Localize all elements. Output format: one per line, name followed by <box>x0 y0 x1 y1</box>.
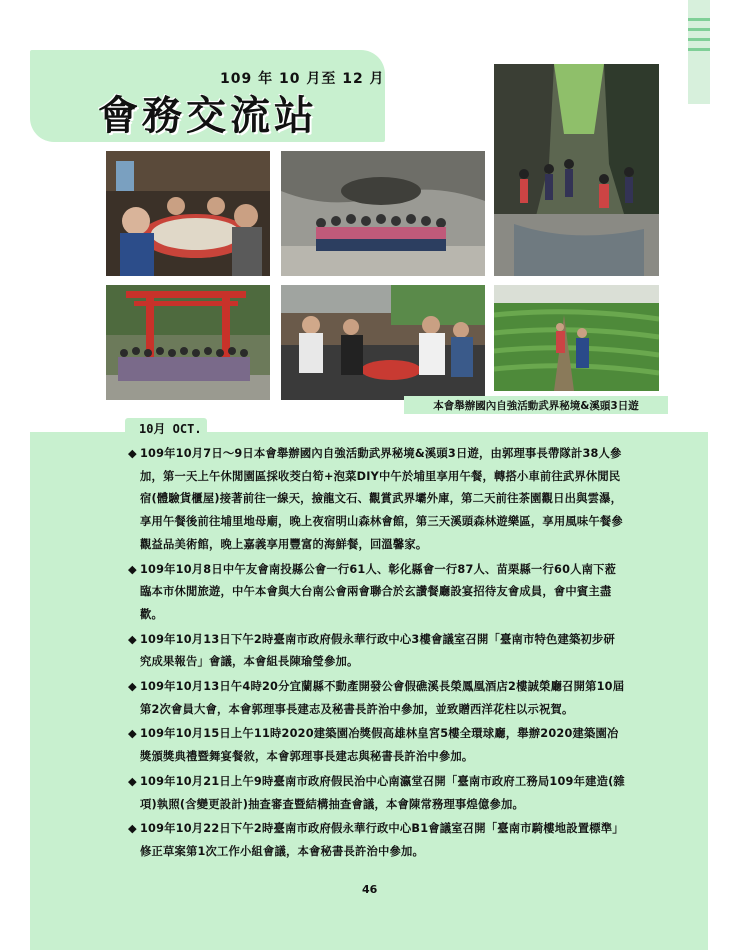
page-title: 會務交流站 <box>98 93 318 139</box>
photo-tea-field <box>494 285 659 391</box>
photo-dinner-table <box>106 151 270 276</box>
photo-outdoor-stall <box>281 285 485 400</box>
diamond-bullet-icon: ◆ <box>128 727 137 741</box>
list-item <box>128 443 626 557</box>
item-text: 109年10月15日上午11時2020建築園冶獎假高雄林皇宮5樓全環球廳，舉辦2020建築園冶獎頒獎典禮暨舞宴餐敘，本會郭理事長建志與秘書長許治中參加。 <box>140 727 619 764</box>
item-text: 109年10月13日下午2時臺南市政府假永華行政中心3樓會議室召開「臺南市特色建築初步研究成果報告」會議，本會組長陳瑜瑩參加。 <box>140 632 615 669</box>
diamond-bullet-icon: ◆ <box>128 562 137 576</box>
page-number: 46 <box>362 883 378 896</box>
list-item <box>128 676 626 721</box>
item-text: 109年10月7日～9日本會舉辦國內自強活動武界秘境&溪頭3日遊，由郭理事長帶隊計38人參加，第一天上午休閒園區採收茭白筍+泡菜DIY中午於埔里享用午餐，轉搭小車前往武界休閒民宿(體驗貨櫃屋)接著前往一線天，撿龍文石、觀賞武界壩外庫，第二天前往茶園觀日出與雲瀑，享用午餐後前往埔里地母廟，晚上夜宿明山森林會館，第三天溪頭森林遊樂區，享用風味午餐參觀益品美術館，晚上嘉義享用豐富的海鮮餐，回溫馨家。 <box>140 447 623 551</box>
list-item <box>128 559 626 627</box>
photo-caption: 本會舉辦國內自強活動武界秘境&溪頭3日遊 <box>433 400 639 412</box>
side-index-tab <box>688 0 710 104</box>
diamond-bullet-icon: ◆ <box>128 680 137 694</box>
item-text: 109年10月22日下午2時臺南市政府假永華行政中心B1會議室召開「臺南市騎樓地設置標準」修正草案第1次工作小組會議，本會秘書長許治中參加。 <box>140 822 624 858</box>
diamond-bullet-icon: ◆ <box>128 822 137 836</box>
diamond-bullet-icon: ◆ <box>128 632 137 646</box>
item-text: 109年10月21日上午9時臺南市政府假民治中心南瀛堂召開「臺南市政府工務局109年建造(雜項)執照(含變更設計)抽查審查暨結構抽查會議，本會陳常務理事煌億參加。 <box>140 774 625 811</box>
photo-rock-gorge-group <box>281 151 485 276</box>
event-list <box>128 443 626 866</box>
list-item <box>128 723 626 768</box>
list-item <box>128 771 626 816</box>
month-label: 10月 OCT. <box>139 422 202 436</box>
photo-torii-group <box>106 285 270 400</box>
item-text: 109年10月8日中午友會南投縣公會一行61人、彰化縣會一行87人、苗栗縣一行60人南下蒞臨本市休閒旅遊，中午本會與大台南公會兩會聯合於玄讚餐廳設宴招待友會成員，會中賓主盡歡。 <box>140 562 617 621</box>
diamond-bullet-icon: ◆ <box>128 774 137 788</box>
photo-river-gorge <box>494 64 659 276</box>
diamond-bullet-icon: ◆ <box>128 447 137 460</box>
photo-caption-bar <box>404 396 668 414</box>
date-range: 109 年 10 月至 12 月 <box>220 71 385 87</box>
list-item <box>128 629 626 674</box>
item-text: 109年10月13日午4時20分宜蘭縣不動產開發公會假礁溪長榮鳳凰酒店2樓誠榮廳召開第10屆第2次會員大會，本會郭理事長建志及秘書長許治中參加，並致贈西洋花柱以示祝賀。 <box>140 680 625 716</box>
list-item <box>128 818 626 863</box>
